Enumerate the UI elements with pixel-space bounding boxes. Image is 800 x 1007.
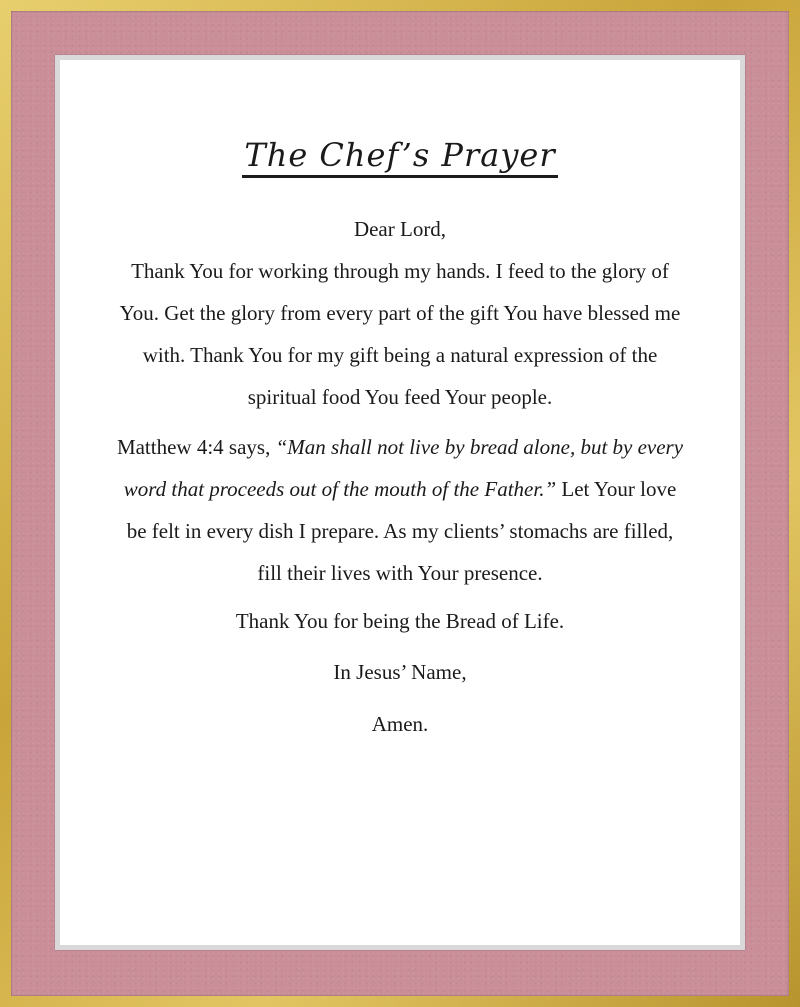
paragraph-2-tail: Let Your love be felt in every dish I prepare. As my clients’ stomachs are filled, fill their lives with Your presence. — [126, 477, 677, 585]
scripture-reference: Matthew 4:4 says, — [116, 435, 276, 459]
paragraph-1: Thank You for working through my hands. I feed to the glory of You. Get the glory from every part of the gift You have blessed me with. Thank You for my gift being a natural expression of the spiritual food You feed Your people. — [119, 259, 681, 409]
scripture-quote: “Man shall not live by bread alone, but by every word that proceeds out of the mouth of the Father.” — [123, 435, 684, 501]
prayer-paper — [60, 60, 740, 945]
title-container — [60, 138, 740, 178]
paragraph-2 — [115, 426, 685, 594]
greeting: Dear Lord, — [353, 217, 447, 241]
closing-line: In Jesus’ Name, — [333, 660, 467, 684]
prayer-body — [115, 208, 685, 744]
amen-line: Amen. — [371, 712, 429, 736]
page-title: The Chef’s Prayer — [242, 138, 557, 178]
thanks-line: Thank You for being the Bread of Life. — [235, 609, 565, 633]
